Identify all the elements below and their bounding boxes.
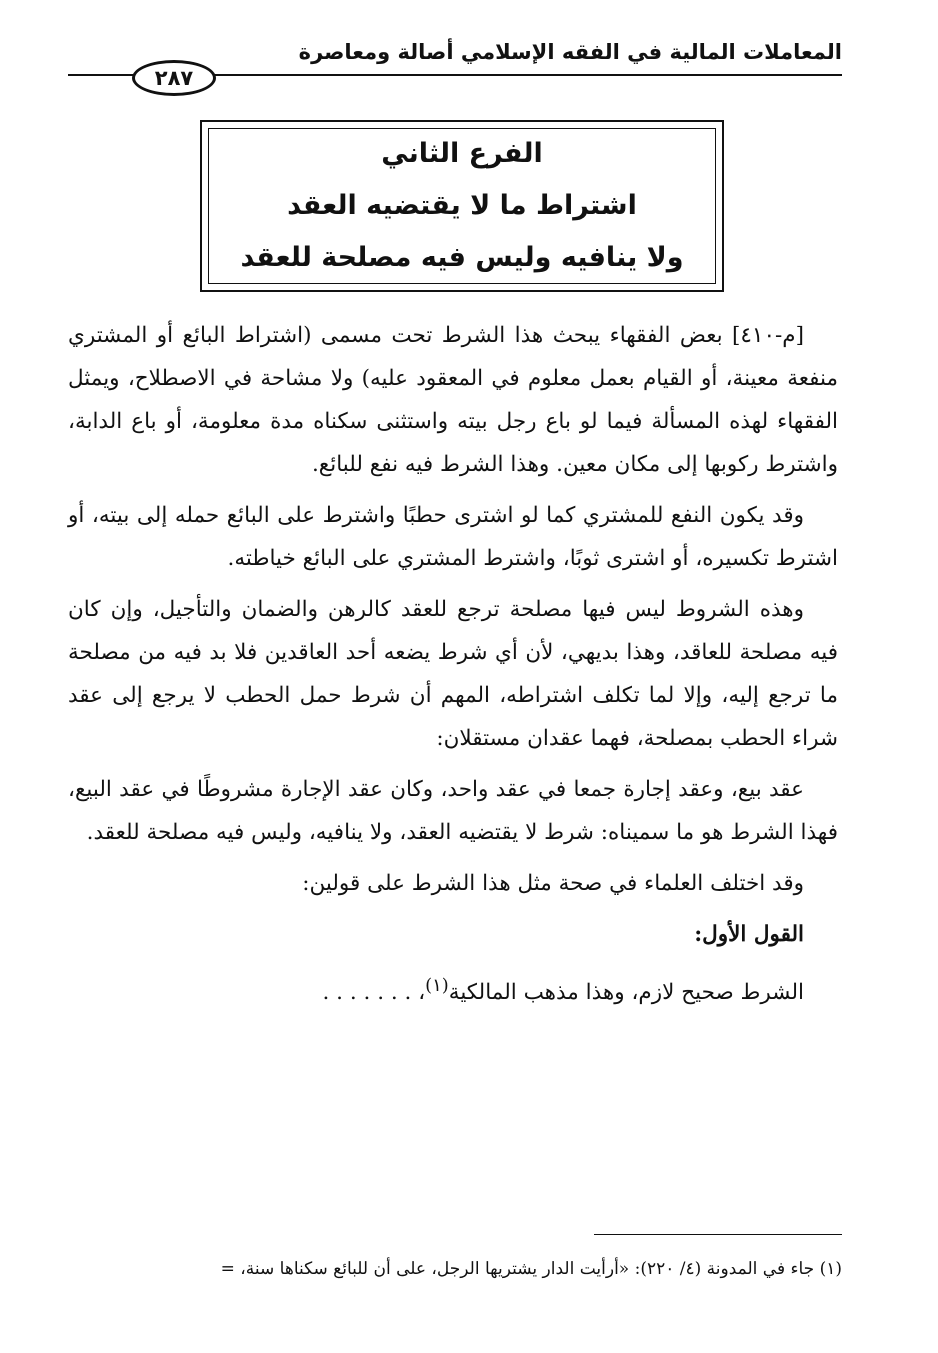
- paragraph-6-text: الشرط صحيح لازم، وهذا مذهب المالكية: [448, 980, 804, 1006]
- paragraph-6-comma: ،: [418, 980, 426, 1006]
- running-header-title: المعاملات المالية في الفقه الإسلامي أصالة ومعاصرة: [298, 40, 842, 64]
- body-text: [68, 314, 838, 1022]
- first-opinion-heading: القول الأول:: [694, 922, 804, 947]
- page-number-badge: ٢٨٧: [132, 60, 216, 96]
- paragraph-3: وهذه الشروط ليس فيها مصلحة ترجع للعقد كالرهن والضمان والتأجيل، وإن كان فيه مصلحة للعاقد، وهذا بديهي، لأن أي شرط يضعه أحد العاقدين فلا بد فيه من مصلحة ما ترجع إليه، وإلا لما تكلف اشتراطه، المهم أن شرط حمل الحطب لا يرجع إلى عقد شراء الحطب بمصلحة، فهما عقدان مستقلان:: [68, 597, 838, 751]
- footnote-reference: (١): [425, 975, 449, 996]
- footnote-1: (١) جاء في المدونة (٤/ ٢٢٠): «أرأيت الدار يشتريها الرجل، على أن للبائع سكناها سنة، =: [220, 1259, 842, 1279]
- paragraph-5: وقد اختلف العلماء في صحة مثل هذا الشرط على قولين:: [302, 871, 804, 896]
- paragraph-6: [68, 964, 838, 1014]
- paragraph-4: عقد بيع، وعقد إجارة جمعا في عقد واحد، وكان عقد الإجارة مشروطًا في عقد البيع، فهذا الشرط هو ما سميناه: شرط لا يقتضيه العقد، ولا ينافيه، وليس فيه مصلحة للعقد.: [68, 777, 838, 845]
- section-title-box: [200, 120, 724, 292]
- footnote-rule: [594, 1234, 842, 1235]
- section-title-line-2: اشتراط ما لا يقتضيه العقد: [287, 190, 637, 221]
- section-title-line-3: ولا ينافيه وليس فيه مصلحة للعقد: [240, 242, 684, 273]
- paragraph-2: وقد يكون النفع للمشتري كما لو اشترى حطبًا واشترط على البائع حمله إلى بيته، أو اشترط تكسيره، أو اشترى ثوبًا، واشترط المشتري على البائع خياطته.: [68, 503, 838, 571]
- section-title-line-1: الفرع الثاني: [381, 138, 543, 169]
- section-title-box-inner: [208, 128, 716, 284]
- paragraph-1: [م-٤١٠] بعض الفقهاء يبحث هذا الشرط تحت مسمى (اشتراط البائع أو المشتري منفعة معينة، أو القيام بعمل معلوم في المعقود عليه) ولا مشاحة في الاصطلاح، ويمثل الفقهاء لهذه المسألة فيما لو باع رجل بيته واستثنى سكناه مدة معلومة، أو باع الدابة، واشترط ركوبها إلى مكان معين. وهذا الشرط فيه نفع للبائع.: [68, 323, 838, 477]
- leader-dots: . . . . . . .: [322, 980, 412, 1006]
